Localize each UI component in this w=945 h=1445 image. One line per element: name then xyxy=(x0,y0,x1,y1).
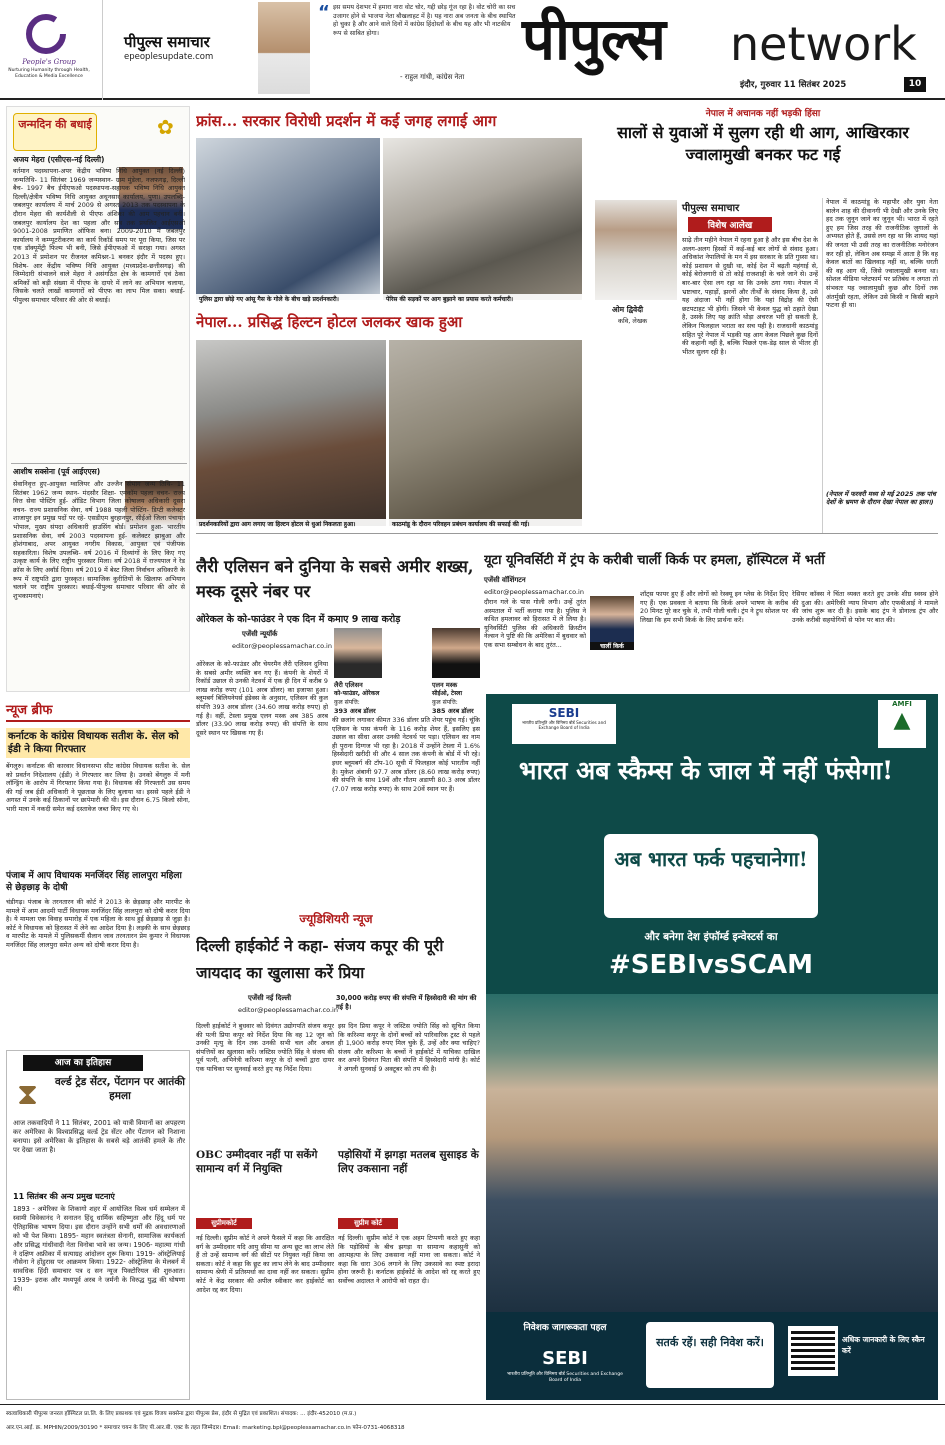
nepal-special-col0 xyxy=(595,330,677,532)
ellison-body-2: की छलांग लगाकर कीमत 336 डॉलर प्रति शेयर पहुंच गई। चूंकि एलिसन के पास कंपनी के 116 करोड़ शेयर हैं, इसलिए इस उछाल का सीधा असर उनकी नेटवर्थ पर पड़ा। एलिसन का नाम ही पुराना दिग्गज भी रहा है। 2018 में उन्होंने टेस्ला में 1.6% हिस्सेदारी खरीदी थी और 4 साल तक कंपनी के बोर्ड में भी रहे। इधर ब्लूमबर्ग की टॉप-10 सूची में फिलहाल कोई भारतीय नहीं है। मुकेश अंबानी 97.7 अरब डॉलर (8.60 लाख करोड़ रुपए) की संपत्ति के साथ 19वें और गौतम अडाणी 80.3 अरब डॉलर (7.07 लाख करोड़ रुपए) के साथ 20वें स्थान पर हैं। xyxy=(332,716,480,793)
special-brand: पीपुल्स समाचार xyxy=(682,203,740,214)
quote-author: - राहुल गांधी, कांग्रेस नेता xyxy=(400,73,465,81)
utah-body-2: शॉट्स फायर हुए हैं और लोगों को रेस्क्यू इन प्लेस के निर्देश दिए गए हैं। एक प्रवक्ता ने बताया कि किर्क अपने भाषण के करीब 20 मिनट पूरे कर चुके थे, तभी गोली चली। ट्रंप ने ट्रुथ सोशल पर लिखा कि हम सभी किर्क के लिए प्रार्थना करें। xyxy=(640,590,788,624)
page-number: 10 xyxy=(904,77,926,92)
musk-worth: 385 अरब डॉलर xyxy=(432,707,474,715)
nepal-special-note: (नेपाल में फरवरी मध्य से मई 2025 तक पांच देशों के भ्रमण के दौरान देखा नेपाल का हाल।) xyxy=(826,490,936,507)
masthead-english: network xyxy=(730,17,917,71)
amfi-icon: ▲ xyxy=(893,708,911,733)
kirk-photo xyxy=(590,596,634,642)
musk-person-role: सीईओ, टेस्ला xyxy=(432,690,463,697)
leader-photo xyxy=(258,2,310,94)
author-role: कवि, लेखक xyxy=(618,317,648,325)
amfi-logo-box xyxy=(878,700,926,748)
imprint-line-1: स्वत्वाधिकारी पीपुल्स जनरल हॉस्पिटल प्रा.लि. के लिए प्रकाशक एवं मुद्रक विजय सक्सेना द्वारा पीपुल्स प्रेस, इंदौर से मुद्रित एवं प्रकाशित। संपादक: ... इंदौर-452010 (म.प्र.) xyxy=(6,1411,357,1417)
ellison-worth: 393 अरब डॉलर xyxy=(334,707,376,715)
ad-footer-scan: अधिक जानकारी के लिए स्कैन करें xyxy=(842,1335,925,1355)
gift-icon: ✿ xyxy=(157,115,174,139)
sebi-top-logo: SEBI xyxy=(548,706,580,720)
peoples-group-logo xyxy=(20,10,72,62)
brief2-headline: पंजाब में आप विधायक मनजिंदर सिंह लालपुरा महिला से छेड़छाड़ के दोषी xyxy=(6,871,182,893)
brief1-headline: कर्नाटक के कांग्रेस विधायक सतीश के. सेल को ईडी ने किया गिरफ्तार xyxy=(6,728,190,758)
utah-body-3: रेसियर कॉक्स ने चिंता व्यक्त करते हुए उनके शीघ्र स्वस्थ होने की दुआ की। अमेरिकी न्याय विभाग और एफबीआई ने मामले की जांच शुरू कर दी है। इसके बाद ट्रंप ने डोनाल्ड ट्रंप और उनके करीबी सहयोगियों से फोन पर बात की। xyxy=(792,590,938,624)
nepal-hotel-photo-1 xyxy=(196,340,386,526)
nepal-hotel-photo-2 xyxy=(389,340,582,526)
dispute-headline: पड़ोसियों में झगड़ा मतलब सुसाइड के लिए उकसाना नहीं xyxy=(338,1149,479,1175)
utah-agency: एजेंसी वॉशिंगटन xyxy=(484,576,526,584)
brand-tag: Nurturing Humanity through Health, Education & Media Excellence xyxy=(8,68,90,79)
person2-name: आशीष सक्सेना (पूर्व आईएएस) xyxy=(13,467,101,476)
ellison-headline: लैरी एलिसन बने दुनिया के सबसे अमीर शख्स, मस्क दूसरे नंबर पर xyxy=(196,557,474,601)
judiciary-headline: दिल्ली हाईकोर्ट ने कहा- संजय कपूर की पूरी जायदाद का खुलासा करें प्रिया xyxy=(196,936,444,982)
birthday-title: जन्मदिन की बधाई xyxy=(18,118,92,131)
sebi-top-org: भारतीय प्रतिभूति और विनिमय बोर्ड Securities and Exchange Board of India xyxy=(522,720,606,730)
birthday-title-box xyxy=(13,113,97,151)
kirk-caption: चार्ली किर्क xyxy=(590,642,634,650)
special-label: विशेष आलेख xyxy=(688,217,772,232)
musk-person-name: एलन मस्क xyxy=(432,681,458,689)
news-brief-section xyxy=(6,700,190,1050)
dispute-tag: सुप्रीम कोर्ट xyxy=(338,1218,398,1229)
quote-icon: “ xyxy=(318,2,330,23)
website-link[interactable]: epeoplesupdate.com xyxy=(124,52,214,62)
musk-photo xyxy=(432,628,480,678)
ellison-email[interactable]: editor@peoplessamachar.co.in xyxy=(232,642,332,650)
birthday-section xyxy=(6,106,190,692)
france-headline: फ्रांस... सरकार विरोधी प्रदर्शन में कई जगह लगाई आग xyxy=(196,112,497,130)
ellison-photo xyxy=(334,628,382,678)
utah-headline: यूटा यूनिवर्सिटी में ट्रंप के करीबी चार्ली किर्क पर हमला, हॉस्पिटल में भर्ती xyxy=(484,553,825,568)
nepal-special-kicker: नेपाल में अचानक नहीं भड़की हिंसा xyxy=(705,109,821,119)
obc-headline: OBC उम्मीदवार नहीं पा सकेंगे सामान्य वर्ग में नियुक्ति xyxy=(196,1149,318,1175)
ad-footer-slogan-box xyxy=(646,1322,774,1388)
ellison-person-name: लैरी एलिसन xyxy=(334,681,363,689)
history-section xyxy=(6,1050,190,1400)
utah-email[interactable]: editor@peoplessamachar.co.in xyxy=(484,588,584,596)
musk-worth-label: कुल संपत्ति: xyxy=(432,699,458,706)
ad-line-3: और बनेगा देश इंफॉर्म्ड इन्वेस्टर्स का xyxy=(644,931,778,943)
masthead-hindi: पीपुल्स xyxy=(522,5,665,73)
news-brief-label: न्यूज ब्रीफ xyxy=(6,700,190,722)
peoples-group-logo-icon xyxy=(20,10,72,62)
ad-footer-org: भारतीय प्रतिभूति और विनिमय बोर्ड Securities and Exchange Board of India xyxy=(507,1372,623,1383)
paper-name: पीपुल्स समाचार xyxy=(124,33,210,51)
ad-footer-sebi-logo: SEBI xyxy=(542,1348,588,1369)
nepal-hotel-caption-1: प्रदर्शनकारियों द्वारा आग लगाए जा हिल्टन होटल से धुआं निकलता हुआ। xyxy=(196,519,386,529)
ad-people-image xyxy=(486,994,938,1312)
nepal-special-col1: साढ़े तीन महीने नेपाल में रहना हुआ है और इस बीच देश के अलग-अलग हिस्सों में कई-कई बार लोगों से संवाद हुआ। अधिकांश नेपालियों के मन में इस सरकार के प्रति गुस्सा था। कोई प्रशासन से दुखी था, कोई देश में बढ़ती महंगाई से, कोई बेरोजगारी से तो कोई राजशाही के चले जाने से। उन्हें बार-बार ऐसा लग रहा था कि उनके ठगा गया। नेपाल में भ्रष्टाचार, पहाड़ों, झरनों और तीर्थों के संवाद किया है, उसे यह अंदाजा भी नहीं होगा कि यहां विद्रोह की ऐसी छटपटाहट भी होगी। जिसने भी केवल युद्ध को ठहाते देखा है, उसके लिए यह क्रांति थोड़ा अचरज भरी हो सकती है, लेकिन फिलहाल भराता का सच यही है। राजधानी काठमांडू सहित पूरे नेपाल में भड़की यह आग केवल पिछले कुछ दिनों की कहानी नहीं है, बल्कि पिछले एक-डेढ़ साल से भीतर ही भीतर सुलग रही है। xyxy=(682,236,818,356)
judiciary-body-1: दिल्ली हाईकोर्ट ने बुधवार को दिवंगत उद्योगपति संजय कपूर की पत्नी प्रिया कपूर को निर्देश दिया कि वह 12 जून को उनकी मृत्यु के दिन तक उनकी सभी चल और अचल संपत्तियों का खुलासा करें। जस्टिस ज्योति सिंह ने संजय की पूर्व पत्नी, अभिनेत्री करिश्मा कपूर के दो बच्चों द्वारा दायर एक याचिका पर सुनवाई करते हुए यह निर्देश दिया। xyxy=(196,1022,334,1073)
ellison-person-role: को-फाउंडर, ओरेकल xyxy=(334,690,380,697)
nepal-special-col2: नेपाल में काठमांडू के महापौर और युवा नेता बालेन शाह की दीवानगी भी देखी और उनके लिए हद तक जुनून जाने का जुनून भी। भारत में रहते हुए हम जिस तरह की राजनीतिक जुगालों के अभ्यस्त होते हैं, उससे लग रहा था कि शायद यहां की जनता भी उसी तरह का राजनीतिक मनोरंजन कर रही हो, लेकिन अब समझ में आता है कि वह केवल बातों का खिलवाड़ नहीं था, बल्कि धरती की वह आग थी, जिसे ज्वालामुखी बनना था। सोशल मीडिया प्लेटफार्म पर प्रतिबंध न लगता तो संभवतः यह ज्वालामुखी कुछ और दिनों तक अंतर्मुखी रहता, लेकिन उसे किसी न किसी बहाने फटना ही था। xyxy=(826,198,938,310)
history-subhead: 11 सितंबर की अन्य प्रमुख घटनाएं xyxy=(13,1192,115,1201)
obc-tag: सुप्रीमकोर्ट xyxy=(196,1218,252,1229)
qr-code-icon[interactable] xyxy=(788,1326,838,1376)
author-name: ओम द्विवेदी xyxy=(612,305,644,314)
ellison-subhead: ओरेकल के को-फाउंडर ने एक दिन में कमाए 9 लाख करोड़ xyxy=(196,614,401,625)
brief2-text: चंडीगढ़। पंजाब के तरनतारन की कोर्ट ने 2013 के छेड़छाड़ और मारपीट के मामले में आम आदमी पार्टी विधायक मनजिंदर सिंह लालपुरा को दोषी करार दिया है। ये मामला एक विवाह समारोह में एक महिला के साथ हुई छेड़छाड़ से जुड़ा है। कोर्ट ने विधायक को हिरासत में लेने का आदेश दिया है। लड़की के साथ छेड़छाड़ व मारपीट के मामले में पुलिसकर्मी सैलान जाव तरनतारन प्रेम कुमार ने विधायक मनजिंदर सिंह लालपुरा समेत अन्य को दोषी करार दिया है। xyxy=(6,898,190,949)
history-text: आज तकवादियों ने 11 सितंबर, 2001 को यात्री विमानों का अपहरण कर अमेरिका के विश्वप्रसिद्ध वर्ल्ड ट्रेड सेंटर और पेंटागन को निशाना बनाया। इसे अमेरिका के इतिहास के सबसे बड़े आतंकी हमले के तौर पर देखा जाता है। xyxy=(13,1119,185,1154)
judiciary-email[interactable]: editor@peoplessamachar.co.in xyxy=(238,1006,338,1014)
quote-text: इस समय देशभर में हमारा नारा वोट चोर, गद्दी छोड़ गूंज रहा है। वोट चोरी का सच उजागर होने से भाजपा नेता बौखलाहट में है। यह नारा अब जनता के बीच स्थापित हो चुका है और आने वाले दिनों में कांग्रेस हिंदोस्ताँ के बीच यह और भी नाटकीय रूप से साबित होगा। xyxy=(333,4,516,37)
france-photo-2 xyxy=(383,138,582,300)
ad-footer-slogan: सतर्क रहें। सही निवेश करें। xyxy=(656,1336,764,1349)
france-caption-1: पुलिस द्वारा छोड़े गए आंसू गैस के गोले के बीच खड़े प्रदर्शनकारी। xyxy=(196,294,380,304)
person1-name: अजय मेहरा (एसीएस-नई दिल्ली) xyxy=(13,155,105,164)
ad-footer-initiative: निवेशक जागरूकता पहल xyxy=(523,1323,607,1333)
ad-line-2: अब भारत फर्क पहचानेगा! xyxy=(614,847,808,871)
ad-hashtag: #SEBIvsSCAM xyxy=(609,950,813,980)
judiciary-label: ज्यूडिशियरी न्यूज xyxy=(299,912,373,926)
ellison-worth-label: कुल संपत्ति: xyxy=(334,699,360,706)
amfi-label: AMFI xyxy=(892,700,912,708)
dispute-body: नई दिल्ली। सुप्रीम कोर्ट ने एक अहम टिप्पणी करते हुए कहा कि पड़ोसियों के बीच झगड़ा या सामान्य कहासुनी को आत्महत्या के लिए उकसाना नहीं माना जा सकता। कोर्ट ने कहा कि धारा 306 लगाने के लिए उकसावे का स्पष्ट इरादा होना जरूरी है। कर्नाटक हाईकोर्ट के आदेश को रद्द करते हुए सर्वोच्च अदालत ने आरोपी को राहत दी। xyxy=(338,1234,480,1285)
dateline: इंदौर, गुरुवार 11 सितंबर 2025 xyxy=(740,80,847,90)
history-label: आज का इतिहास xyxy=(23,1055,143,1071)
ad-line-1: भारत अब स्कैम्स के जाल में नहीं फंसेगा! xyxy=(518,756,894,785)
judiciary-body-2: इस दिन प्रिया कपूर ने जस्टिस ज्योति सिंह को सूचित किया कि करिश्मा कपूर के दोनों बच्चों को पारिवारिक ट्रस्ट से पहले ही 1,900 करोड़ रुपए मिल चुके हैं, उन्हें और क्या चाहिए? संजय और करिश्मा के बच्चों ने हाईकोर्ट में याचिका दाखिल कर अपने दिवंगत पिता की संपत्ति में हिस्सेदारी मांगी है। कोर्ट ने अगली सुनवाई 9 अक्टूबर को तय की है। xyxy=(338,1022,480,1073)
ellison-body-1: ओरेकल के को-फाउंडर और चेयरमैन लैरी एलिसन दुनिया के सबसे अमीर व्यक्ति बन गए हैं। कंपनी के शेयरों में रिकॉर्ड उछाल से उनकी नेटवर्थ में एक ही दिन में करीब 9 लाख करोड़ रुपए (101 अरब डॉलर) का इजाफा हुआ। ब्लूमबर्ग बिलियनेयर्स इंडेक्स के अनुसार, एलिसन की कुल संपत्ति 393 अरब डॉलर (34.60 लाख करोड़ रुपए) हो गई है। वहीं, टेस्ला प्रमुख एलन मस्क अब 385 अरब डॉलर (33.90 लाख करोड़ रुपए) की संपत्ति के साथ दूसरे स्थान पर खिसक गए हैं। xyxy=(196,660,328,737)
ellison-agency: एजेंसी न्यूयॉर्क xyxy=(242,630,278,638)
nepal-hotel-caption-2: काठमांडू के दौरान परिवहन प्रबंधन कार्यालय की सफाई की गई। xyxy=(389,519,582,529)
history-headline: वर्ल्ड ट्रेड सेंटर, पेंटागन पर आतंकी हमला xyxy=(54,1076,186,1102)
judiciary-agency: एजेंसी नई दिल्ली xyxy=(248,994,292,1002)
nepal-hotel-headline: नेपाल... प्रसिद्ध हिल्टन होटल जलकर खाक हुआ xyxy=(196,313,463,331)
brand-small: People's Group xyxy=(22,58,76,66)
obc-body: नई दिल्ली। सुप्रीम कोर्ट ने अपने फैसले में कहा कि आरक्षित वर्ग के उम्मीदवार यदि आयु सीमा या अन्य छूट का लाभ लेते हैं तो उन्हें सामान्य वर्ग की सीटों पर नियुक्त नहीं किया जा सकता। कोर्ट ने कहा कि छूट का लाभ लेने के बाद उम्मीदवार सामान्य श्रेणी में प्रतिस्पर्धा का दावा नहीं कर सकता। सुप्रीम कोर्ट ने केंद्र सरकार की अपील स्वीकार कर हाईकोर्ट का आदेश रद्द कर दिया। xyxy=(196,1234,334,1294)
imprint-line-2: आर.एन.आई. क्र. MPHIN/2009/30190 * समाचार चयन के लिए पी.आर.बी. एक्ट के तहत जिम्मेदार। Email: marketing.bpl@peoplessamachar.co.in फोन-0731-4068318 xyxy=(6,1425,405,1431)
brief1-text: बेंगलुरु। कर्नाटक की कारवार विधानसभा सीट कांग्रेस विधायक सतीश के. सेल को प्रवर्तन निदेशालय (ईडी) ने गिरफ्तार कर लिया है। उनको बेंगलुरु में मनी लॉन्ड्रिंग के आरोप में गिरफ्तार किया गया है। विधायक की गिरफ्तारी उस समय की गई जब ईडी अधिकारी ने पूछताछ के लिए बुलाया था। इससे पहले ईडी ने अगस्त में उनके कई ठिकानों पर छापेमारी की थी। इस दौरान 6.75 किलो सोना, भारी मात्रा में नकदी समेत कई दस्तावेज जब्त किए गए थे। xyxy=(6,762,190,813)
person1-text: वर्तमान पदस्थापना-अपर केंद्रीय भविष्य निधि आयुक्त (नई दिल्ली) जन्मतिथि- 11 सितंबर 1969 जन्मस्थान- ग्राम मुंडेला, नजफगढ़, दिल्ली बैच- 1997 बैच ईपीएफओ पदस्थापना-सहायक भविष्य निधि आयुक्त दिल्ली/क्षेत्रीय भविष्य निधि आयुक्त अधूनसार कार्यालय, पुणा। उपलब्धि-जबलपुर कार्यालय में मार्च 2009 से अगस्त 2013 तक पदस्थापना के दौरान मेहरा की कार्यशैली से पीएफ अंशिका की आम पहचान बनी। जबलपुर कार्यालय देश का पहला और सब तक प्रथलित आईएसओ 9001-2008 प्रमाणित ऑफिस बना। 2009-2010 में जबलपुर कार्यालय ने कम्प्यूटरीकरण का कार्य रिकॉर्ड समय पर पूरा किया, जिस पर एक डॉक्यूमेंट्री फिल्म भी बनी, जिसे ईपीएफओ में सराहा गया। अगस्त 2013 में प्रमोशन पर रीजनल कमिश्नर-1 बनकर इंदौर में पदस्थ हुए। विशेष- आर केंद्रीय भविष्य निधि आयुक्त (मध्यप्रदेश-छत्तीसगढ़) की जिम्मेदारी संभालने वाले मेहरा ने असंगठित क्षेत्र के कामगारों एवं ठेका श्रमिकों को बड़ी संख्या में पीएफ के दायरे में लाने का अभियान चलाया, जिसके चलते लाखों कामगारों को पीएफ का लाभ मिल सका। बधाई- पीपुल्स समाचार परिवार की ओर से बधाई। xyxy=(13,167,185,304)
masthead-header xyxy=(0,0,945,100)
author-photo xyxy=(595,200,677,300)
utah-body-1: दौरान गले के पास गोली लगी। उन्हें तुरंत अस्पताल में भर्ती कराया गया है। पुलिस ने कथित हमलावर को हिरासत में ले लिया है। यूनिवर्सिटी पुलिस की अधिकारी क्रिस्टीन नेल्सन ने पुष्टि की कि अमेरिका में बुधवार को एक सभा सम्बोधन के बाद तुरंत... xyxy=(484,598,586,649)
sebi-advertisement[interactable] xyxy=(486,694,938,1400)
hourglass-icon: ⧗ xyxy=(17,1077,39,1112)
judiciary-intro: 30,000 करोड़ रुपए की संपत्ति में हिस्सेदारी की मांग की गई है। xyxy=(336,994,477,1011)
history-events: 1893 - अमेरिका के शिकागो शहर में आयोजित विश्व धर्म सम्मेलन में स्वामी विवेकानंद ने सनातन हिंदू धार्मिक सहिष्णुता और हिंदू धर्म पर ऐतिहासिक भाषण दिया। इस दौरान उन्होंने सभी धर्मों की अवधारणाओं को भी पेश किया। 1895- महान स्वतंत्रता सेनानी, सामाजिक कार्यकर्ता और प्रसिद्ध गांधीवादी नेता विनोबा भावे का जन्म। 1906- महात्मा गांधी ने दक्षिण अफ्रीका में सत्याग्रह आंदोलन शुरू किया। 1919- ऑस्ट्रेलियाई नौसेना ने होंडुरास पर आक्रमण किया। 1922- ऑस्ट्रेलिया के मेलबर्न में सावधिक हिंदी समाचार पत्र द सन न्यूज पिक्टोरियल की शुरुआत। 1939- इराक और मध्यपूर्व अरब ने जर्मनी के विरुद्ध युद्ध की घोषणा की। xyxy=(13,1205,185,1294)
france-caption-2: पेरिस की सड़कों पर आग बुझाने का प्रयास करते कर्मचारी। xyxy=(383,294,582,304)
person2-text: सेवानिवृत्त हुए-आयुक्त ग्वालियर और उज्जैन संभाग जन्म तिथि- 11 सितंबर 1962 जन्म स्थान- मंदसौर शिक्षा- एमकॉम पहला वचन- राज्य वित्त सेवा पोस्टिंग हुई- ऑडिट विभाग जिला कोषालय अधिकारी दूसरा वचन- राज्य प्रशासनिक सेवा, वर्ष 1988 पहली पोस्टिंग- डिप्टी कलेक्टर शाजापुर इन प्रमुख पदों पर रहे- एसडीएम बुरहानपुर, सीईओ जिला पंचायत भोपाल, मुख्य संपदा अधिकारी हाउसिंग बोर्ड। प्रमोशन हुआ- भारतीय प्रशासनिक सेवा, वर्ष 2003 पदस्थापना हुई- कलेक्टर झाबुआ और होशंगाबाद, अपर आयुक्त नगरीय विकास, आयुक्त एवं पंजीयक सहकारिता। विशेष उपलब्धि- वर्ष 2016 में दिव्यांगों के लिए किए गए उत्कृष्ट कार्य के लिए राष्ट्रीय पुरस्कार मिला। वर्ष 2018 में राज्यपाल ने रेड क्रॉस के लिए अवॉर्ड दिया। वर्ष 2019 में बेस्ट जिला निर्वाचन अधिकारी के रूप में राष्ट्रपति द्वारा पुरस्कृत। सामाजिक कुरीतियों के खिलाफ अभियान चलाने पर राष्ट्रीय पुरस्कार। बधाई-पीपुल्स समाचार परिवार की ओर से शुभकामनाएं। xyxy=(13,480,185,600)
nepal-special-headline: सालों से युवाओं में सुलग रही थी आग, आखिरकार ज्वालामुखी बनकर फट गई xyxy=(617,123,909,164)
france-photo-1 xyxy=(196,138,380,300)
sebi-top-logo-box xyxy=(512,704,616,744)
